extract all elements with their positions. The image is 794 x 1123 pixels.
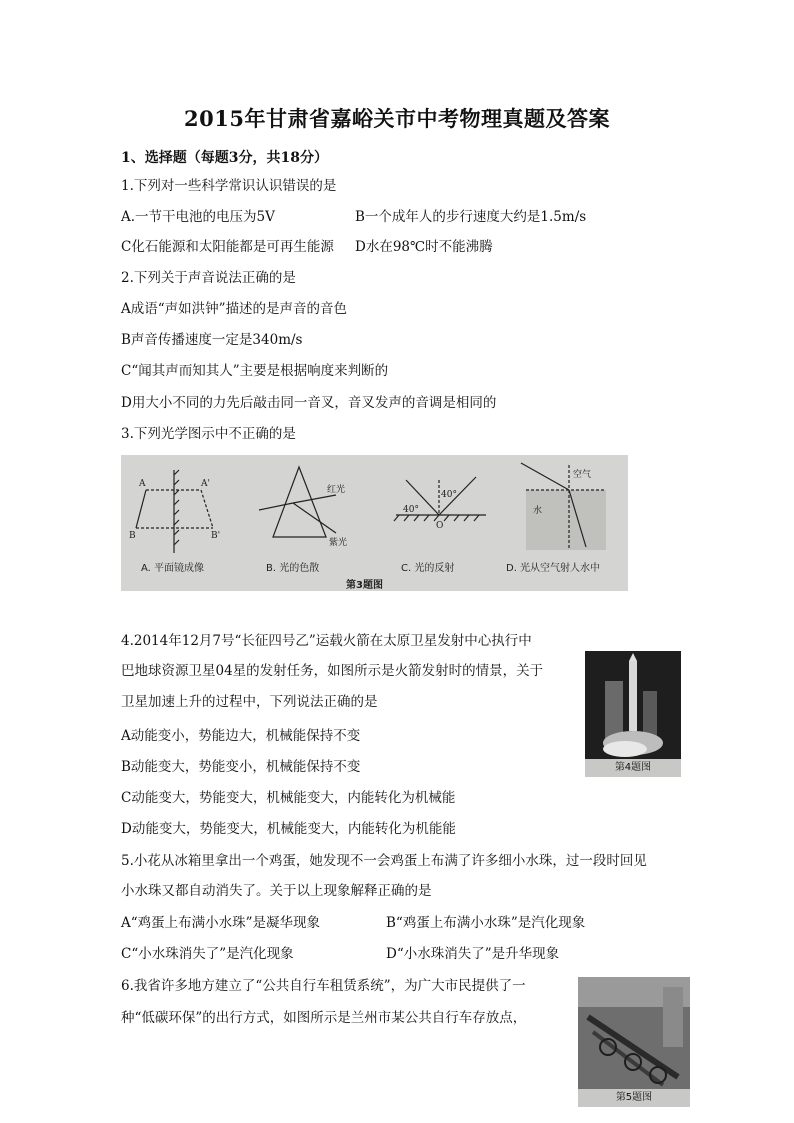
q4-stem-line1: 4.2014年12月7号“长征四号乙”运载火箭在太原卫星发射中心执行中: [121, 633, 532, 649]
sub-caption-b: B. 光的色散: [266, 563, 320, 574]
violet-light-label: 紫光: [329, 538, 348, 548]
bicycle-station-illustration: [578, 977, 690, 1089]
point-b-label: B: [129, 531, 136, 541]
q4-option-d: D动能变大，势能变大，机械能变大，内能转化为机能能: [121, 821, 456, 837]
rocket-illustration: [585, 651, 681, 759]
q5-option-d: D“小水珠消失了”是升华现象: [386, 946, 560, 962]
figure-4-caption: 第4题图: [585, 759, 681, 777]
q5-stem-line1: 5.小花从冰箱里拿出一个鸡蛋，她发现不一会鸡蛋上布满了许多细小水珠，过一段时回见: [121, 853, 647, 869]
q2-stem: 2.下列关于声音说法正确的是: [121, 270, 296, 286]
q2-option-b: B声音传播速度一定是340m/s: [121, 332, 303, 348]
q4-option-a: A动能变小，势能边大，机械能保持不变: [121, 728, 361, 744]
reflection-angle-label: 40°: [441, 490, 457, 500]
rocket-launch-photo: [585, 651, 681, 777]
q4-stem-line2: 巴地球资源卫星04星的发射任务，如图所示是火箭发射时的情景，关于: [121, 663, 544, 679]
point-o-label: O: [436, 521, 444, 531]
q1-stem: 1.下列对一些科学常识认识错误的是: [121, 178, 337, 194]
sub-caption-c: C. 光的反射: [401, 563, 455, 574]
q2-option-d: D用大小不同的力先后敲击同一音叉，音叉发声的音调是相同的: [121, 395, 497, 411]
q1-option-b: B一个成年人的步行速度大约是1.5m/s: [355, 209, 587, 225]
air-label: 空气: [573, 470, 592, 480]
point-a-prime-label: A': [201, 479, 210, 489]
q6-stem-line2: 种“低碳环保”的出行方式，如图所示是兰州市某公共自行车存放点，: [121, 1010, 527, 1026]
q5-option-a: A“鸡蛋上布满小水珠”是凝华现象: [121, 915, 321, 931]
q1-option-c: C化石能源和太阳能都是可再生能源: [121, 239, 334, 255]
page-title: 2015年甘肃省嘉峪关市中考物理真题及答案: [184, 106, 610, 131]
q1-option-d: D水在98℃时不能沸腾: [355, 239, 493, 255]
water-label: 水: [533, 506, 543, 516]
sub-caption-d: D. 光从空气射人水中: [506, 563, 601, 574]
point-b-prime-label: B': [211, 531, 221, 541]
section-heading: 1、选择题（每题3分，共18分）: [121, 150, 328, 166]
q2-option-c: C“闻其声而知其人”主要是根据响度来判断的: [121, 363, 389, 379]
q4-option-b: B动能变大，势能变小，机械能保持不变: [121, 759, 361, 775]
q1-option-a: A.一节干电池的电压为5V: [121, 209, 275, 225]
prism-diagram: [259, 467, 336, 537]
q5-option-c: C“小水珠消失了”是汽化现象: [121, 946, 294, 962]
red-light-label: 红光: [327, 485, 346, 495]
q5-stem-line2: 小水珠又都自动消失了。关于以上现象解释正确的是: [121, 883, 432, 899]
water-region: [526, 490, 606, 550]
q2-option-a: A成语“声如洪钟”描述的是声音的音色: [121, 301, 348, 317]
q4-stem-line3: 卫星加速上升的过程中，下列说法正确的是: [121, 694, 378, 710]
q5-option-b: B“鸡蛋上布满小水珠”是汽化现象: [386, 915, 586, 931]
sub-caption-a: A. 平面镜成像: [141, 563, 205, 574]
figure-6-caption: 第5题图: [578, 1089, 690, 1107]
figure-3-caption: 第3题图: [346, 580, 383, 591]
q4-option-c: C动能变大，势能变大，机械能变大，内能转化为机械能: [121, 790, 456, 806]
q6-stem-line1: 6.我省许多地方建立了“公共自行车租赁系统”，为广大市民提供了一: [121, 978, 526, 994]
incidence-angle-label: 40°: [403, 505, 419, 515]
q3-figure: [121, 455, 628, 591]
point-a-label: A: [139, 479, 146, 489]
bicycle-station-photo: [578, 977, 690, 1107]
q3-stem: 3.下列光学图示中不正确的是: [121, 426, 296, 442]
